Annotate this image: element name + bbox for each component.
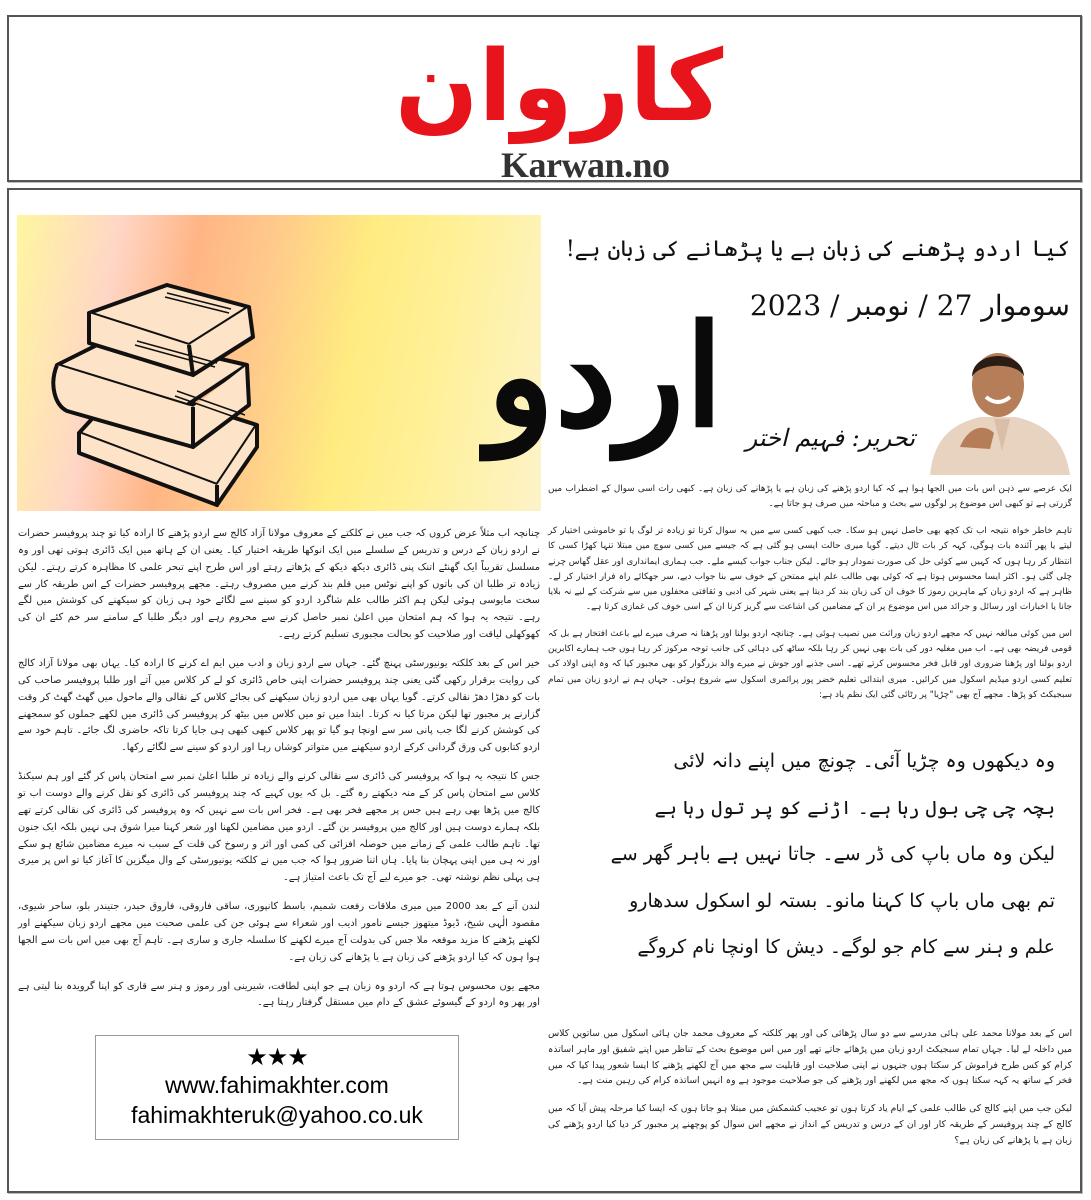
paragraph: ایک عرصے سے ذہن اس بات میں الجھا ہوا ہے کہ کیا اردو پڑھنے کی زبان ہے یا پڑھانے کی زبان ہے۔ کبھی رات اسی سوال کے اضطراب میں گزرتی ہے تو کبھی اس موضوع پر لوگوں سے بحث و مباحثہ میں صرف ہو جاتا ہے۔ (548, 484, 1072, 510)
poem-line: علم و ہنر سے کام جو لوگے۔ دیش کا اونچا نام کروگے (637, 936, 1055, 958)
site-domain[interactable]: Karwan.no (501, 145, 670, 185)
star-divider-icon: ★★★ (246, 1043, 308, 1071)
poem-line: تم بھی ماں باپ کا کہنا مانو۔ بستہ لو اسکول سدھارو (629, 889, 1055, 912)
stack-of-books-icon (17, 215, 724, 511)
poem-line: لیکن وہ ماں باپ کی ڈر سے۔ جاتا نہیں ہے باہر گھر سے (610, 843, 1055, 865)
article-date: سوموار 27 / نومبر / 2023 (749, 289, 1070, 322)
site-logo-urdu[interactable]: کاروان (394, 29, 724, 144)
paragraph: خیر اس کے بعد کلکتہ یونیورسٹی پہنچ گئے۔ جہاں سے اردو زبان و ادب میں ایم اے کرنے کا ارادہ کیا۔ یہاں بھی مولانا آزاد کالج کی روایت برقرار رکھی گئی یعنی چند پروفیسر حضرات اپنی خاص ڈائری کو لے کر کلاس میں آتے اور طلبا پروفیسر صاحب کی بات کو دھڑا دھڑ نقالی کرتے۔ گویا یہاں بھی میں اردو زبان سیکھنے کی بجائے کلاس کے نقالی والے ماحول میں گھٹ گھٹ کر وقت گزارنے پر مجبور تھا لیکن مرتا کیا نہ کرتا۔ ابتدا میں تو میں کلاس میں بیٹھ کر پروفیسر کی ڈائری میں لکھے جملوں کو سمجھنے کی کوشش کرنے لگا جب پانی سر سے اونچا ہو گیا تو پھر کلاس کبھی کبھی ہی جایا کرتا تاکہ حاضری لگ جائے۔ تاہم خود سے اردو کتابوں کی ورق گردانی کرکے اردو سیکھنے میں متواتر کوشاں رہا اور اردو کو سینے سے لگائے رکھا۔ (18, 658, 540, 754)
article-title: کیا اردو پڑھنے کی زبان ہے یا پڑھانے کی زبان ہے! (565, 237, 1070, 262)
paragraph: اس میں کوئی مبالغہ نہیں کہ مجھے اردو زبان وراثت میں نصیب ہوئی ہے۔ چنانچہ اردو بولنا اور پڑھنا نہ صرف میرے لیے باعث افتخار ہے بل کہ قومی فریضہ بھی ہے۔ اب میں مغلیہ دور کی بات بھی نہیں کر رہا بلکہ ساٹھ کی دہائی کی جانب توجہ مرکوز کر رہا ہوں جب ہمارے اکابرین اردو بولنا اور پڑھنا ضروری اور قابل فخر محسوس کرتے تھے۔ اسی جذبے اور جوش نے میرے والد بزرگوار کو بھی مجبور کیا کہ وہ اپنی اولاد کی تعلیم کسی اردو میڈیم اسکول میں کرائیں۔ میری ابتدائی تعلیم خضر پور پرائمری اسکول سے شروع ہوئی۔ جہاں ہم نے اردو زبان میں تمام سبجیکٹ کو پڑھا۔ مجھے آج بھی "چڑیا" پر رٹائی گئی ایک نظم یاد ہے: (548, 629, 1072, 700)
paragraph: جس کا نتیجہ یہ ہوا کہ پروفیسر کی ڈائری سے نقالی کرنے والے زیادہ تر طلبا اعلیٰ نمبر سے امتحان پاس کر گئے اور ہم سیکنڈ کلاس سے امتحان پاس کر کے منہ دیکھتے رہ گئے۔ بل کہ یوں کہیے کہ چند پروفیسر کی ڈائری کو نقل کرنے والے دوست اب تو کالج میں پڑھا بھی رہے ہیں جس پر مجھے فخر بھی ہے۔ فخر اس بات سے نہیں کہ وہ پروفیسر کی ڈائری کی نقالی کرتے تھے بلکہ ہمارے دوست ہیں اور کالج میں پروفیسر بن گئے۔ اردو میں مضامین لکھنا اور شعر کہنا میرا شوق ہی نہیں بلکہ ایک جنون تھا۔ تاہم طالب علمی کے زمانے میں حوصلہ افزائی کی کمی اور اثر و رسوخ کی قلت کے سبب نہ میرے مضامین شائع ہو سکے اور نہ ہی میں اپنی پہچان بنا پایا۔ ہاں اتنا ضرور ہوا کہ جب میں نے کلکتہ یونیورسٹی کے وال میگزین کا آغاز کیا تو اس پر میری ہی پہلی نظم نوشتہ تھی۔ جو میرے لیے آج تک باعث امتیاز ہے۔ (18, 771, 540, 884)
poem (600, 738, 1055, 971)
author-website-link[interactable]: www.fahimakhter.com (165, 1072, 389, 1098)
paragraph: مجھے یوں محسوس ہوتا ہے کہ اردو وہ زبان ہے جو اپنی لطافت، شیرینی اور رموز و ہنر سے قاری کو اپنا گرویدہ بنا لیتی ہے اور پھر وہ اردو کے گیسوئے عشق کے دام میں مستقل گرفتار رہتا ہے۔ (18, 980, 540, 1009)
hero-image (17, 215, 724, 511)
paragraph: لیکن جب میں اپنے کالج کی طالب علمی کے ایام یاد کرتا ہوں تو عجیب کشمکش میں مبتلا ہو جاتا ہوں کہ ایسا کیا مرحلہ پیش آیا کہ میں کالج کے چند پروفیسر کے طریقہ کار اور ان کے درس و تدریس کے انداز نے مجھے اس سوال کو پوچھنے پر مجبور کر دیا کیا اردو پڑھنے کی زبان ہے یا پڑھانے کی زبان ہے؟ (548, 1103, 1072, 1146)
paragraph: تاہم خاطر خواہ نتیجہ اب تک کچھ بھی حاصل نہیں ہو سکا۔ جب کبھی کسی سے میں یہ سوال کرتا تو زیادہ تر لوگ یا تو خاموشی اختیار کر لیتے یا پھر آئندہ بات ہوگی، کہہ کر بات ٹال دیتے۔ گویا میری حالت ایسی ہو گئی ہے کہ جیسے میں کسی سوچ میں مبتلا تنہا کھڑا کسی کا انتظار کر رہا ہوں کہ کہیں سے کوئی حل کی صورت نمودار ہو جائے۔ لیکن جناب جواب کیسے ملے۔ جب ہماری ایمانداری اور عقل گھاس چرنے چلی گئی ہو۔ اکثر ایسا محسوس ہوتا ہے کہ کوئی بھی طالب علم اپنے ممتحن کے خوف سے بنا جواب دیے، سر جھکائے راہ فرار اختیار کر لے۔ ظاہر ہے کہ اردو زبان کے ماہرین رموز کا خوف ان کی زبان بند کر دیتا ہے یعنی شہر کی ادبی و ثقافتی محفلوں میں سے شرکت کے لیے نہ بلایا جانا یا اخبارات اور رسائل و جرائد میں اس موضوع پر ان کے مضامین کی اشاعت سے گریز کرنا ان کے اسی خوف کی غمازی کرتا ہے۔ (548, 526, 1072, 612)
article-byline: تحریر: فہیم اختر (745, 424, 915, 452)
article-body-right-lower (548, 1026, 1072, 1161)
paragraph: لندن آنے کے بعد 2000 میں میری ملاقات رفعت شمیم، باسط کانپوری، ساقی فاروقی، فاروق حیدر، جتیندر بلو، ساحر شیوی، مقصود الٰہی شیخ، ڈیوڈ میتھوز جیسے نامور ادیب اور شعراء سے ہوئی جن کی علمی صحبت میں مجھے اردو زبان سیکھنے اور لکھنے پڑھنے کا مزید موقعہ ملا جس کی بدولت آج میرے لکھنے کا سلسلہ جاری و ساری ہے۔ تاہم آج بھی میں اس بات سے الجھا ہوا ہوں کہ کیا اردو پڑھنے کی زبان ہے یا پڑھانے کی زبان ہے۔ (18, 901, 540, 963)
author-portrait-icon (920, 335, 1072, 475)
article-body-right (548, 482, 1072, 715)
author-photo (920, 335, 1072, 475)
site-logo[interactable] (394, 19, 724, 154)
hero-urdu-text: اردو (487, 295, 724, 459)
poem-line: وہ دیکھوں وہ چڑیا آئی۔ چونچ میں اپنے دانہ لائی (673, 750, 1055, 772)
paragraph: چنانچہ اب مثلاً عرض کروں کہ جب میں نے کلکتے کے معروف مولانا آزاد کالج سے اردو پڑھنے کا ارادہ کیا تو چند پروفیسر حضرات نے اردو زبان کے درس و تدریس کے سلسلے میں ایک انوکھا طریقہ اختیار کیا۔ یعنی ان کے ہاتھ میں ایک ڈائری ہوتی تھی اور وہ مسلسل تقریباً ایک گھنٹے اتنک پنی ڈائری دیکھ دیکھ کے پڑھاتے رہتے اور اس طرح اپنے تبحر علمی کا مظاہرہ کرتے رہتے۔ لیکن زیادہ تر طلبا ان کی باتوں کو اپنے نوٹس میں قلم بند کرنے میں مصروف رہتے۔ مجھے پروفیسر حضرات کے اس طریقہ کار سے سخت مایوسی ہوئی لیکن ہم اکثر طالب علم شاگرد اردو کو سینے سے لگائے خود ہی زبان کو سیکھنے کی کوشش میں لگے رہے۔ نتیجہ یہ ہوا کہ ہم امتحان میں اعلیٰ نمبر حاصل کرنے سے محروم رہے اور دیگر طلبا کے سامنے سر خم کئے ان کی کھوکھلی لیاقت اور صلاحیت کو بحالت مجبوری تسلیم کرتے رہے۔ (18, 528, 540, 641)
site-header (7, 15, 1082, 185)
poem-line: بچہ چی چی بول رہا ہے۔ اڑنے کو پر تول رہا ہے (654, 796, 1055, 819)
author-contact-box (95, 1035, 459, 1140)
paragraph: اس کے بعد مولانا محمد علی ہائی مدرسے سے دو سال پڑھائی کی اور پھر کلکتہ کے معروف محمد جان ہائی اسکول میں ساتویں کلاس میں داخلہ لے لیا۔ جہاں تمام سبجیکٹ اردو زبان میں پڑھائے جاتے تھے اور میں اس موضوع بحث کے تناظر میں اپنے شفیق اور ماہر اساتذہ کرام کو کس طرح فراموش کر سکتا ہوں جنہوں نے اپنی صلاحیت اور قابلیت سے مجھ میں آج لکھنے پڑھنے کا ایسا شعور پیدا کیا کہ میں فخر کے ساتھ یہ کہہ سکتا ہوں کہ مجھ میں لکھنے اور پڑھنے کی جو صلاحیت موجود ہے وہ انہیں اساتذہ کرام کی رہین منت ہے۔ (548, 1028, 1072, 1087)
article-body-left (18, 526, 540, 1024)
author-email-link[interactable]: fahimakhteruk@yahoo.co.uk (131, 1102, 423, 1128)
